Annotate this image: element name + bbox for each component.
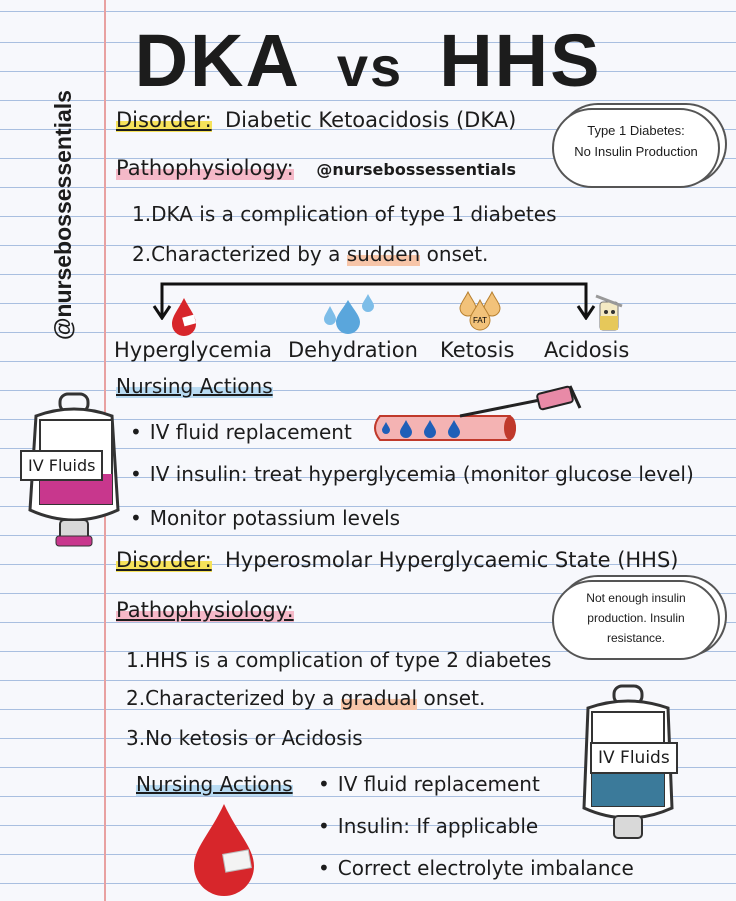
dka-point-1: [132, 202, 557, 226]
flow-acidosis: Acidosis: [544, 338, 630, 362]
dka-nursing-heading: [116, 374, 273, 398]
dka-nursing-label: Nursing Actions: [116, 374, 273, 398]
vessel-needle-icon: [370, 378, 610, 448]
dka-disorder-line: [116, 108, 516, 132]
title-vs: vs: [336, 35, 404, 98]
dka-point-2: [132, 242, 488, 266]
dka-point-2-highlight: sudden: [346, 242, 421, 266]
dka-action-2: • IV insulin: treat hyperglycemia (monitor glucose level): [130, 462, 694, 486]
dka-patho-label: Pathophysiology:: [116, 156, 294, 180]
title-dka: DKA: [134, 19, 301, 102]
hhs-point-3: 3.No ketosis or Acidosis: [126, 726, 363, 750]
fat-drops-icon: [454, 290, 506, 334]
dka-handle: @nursebossessentials: [316, 160, 516, 179]
dka-disorder-value: Diabetic Ketoacidosis (DKA): [225, 108, 517, 132]
hhs-point-2: [126, 686, 485, 710]
hhs-nursing-label: Nursing Actions: [136, 772, 293, 796]
dka-point-1-text: 1.DKA is a complication of type 1 diabetes: [132, 202, 557, 226]
dka-action-1: • IV fluid replacement: [130, 420, 352, 444]
water-drops-icon: [318, 290, 382, 334]
hhs-action-1: • IV fluid replacement: [318, 772, 540, 796]
hhs-cloud-line-1: Not enough insulin: [586, 591, 686, 605]
hhs-disorder-label: Disorder:: [116, 548, 212, 572]
hhs-point-2-highlight: gradual: [340, 686, 418, 710]
iv-fluids-label: IV Fluids: [20, 450, 103, 481]
fat-label: FAT: [472, 316, 488, 325]
title-hhs: HHS: [439, 19, 602, 102]
hhs-patho-line: [116, 598, 294, 622]
hhs-disorder-value: Hyperosmolar Hyperglycaemic State (HHS): [225, 548, 679, 572]
hhs-disorder-line: [116, 548, 679, 572]
hhs-point-2-suffix: onset.: [417, 686, 486, 710]
dka-disorder-label: Disorder:: [116, 108, 212, 132]
hhs-point-2-prefix: 2.Characterized by a: [126, 686, 341, 710]
flow-hyperglycemia: Hyperglycemia: [114, 338, 272, 362]
hhs-cloud-note: [552, 580, 720, 660]
page-title: [0, 18, 736, 103]
iv-fluids-label-blue: IV Fluids: [590, 742, 678, 774]
dka-point-2-suffix: onset.: [420, 242, 489, 266]
hhs-action-2: • Insulin: If applicable: [318, 814, 538, 838]
flow-dehydration: Dehydration: [288, 338, 418, 362]
hhs-cloud-line-2: production. Insulin: [587, 611, 685, 625]
hhs-patho-label: Pathophysiology:: [116, 598, 294, 622]
hhs-point-1: 1.HHS is a complication of type 2 diabetes: [126, 648, 552, 672]
dka-cloud-note: [552, 108, 720, 188]
dka-cloud-line-1: Type 1 Diabetes:: [587, 123, 685, 138]
blood-drop-icon: [168, 296, 200, 336]
flow-ketosis: Ketosis: [440, 338, 515, 362]
hhs-action-3: • Correct electrolyte imbalance: [318, 856, 634, 880]
dka-cloud-line-2: No Insulin Production: [574, 144, 698, 159]
dka-action-3: • Monitor potassium levels: [130, 506, 400, 530]
watermark-handle: @nursebossessentials: [50, 90, 76, 340]
lab-beaker-icon: [592, 292, 626, 334]
hhs-cloud-line-3: resistance.: [606, 631, 666, 645]
hhs-nursing-heading: [136, 772, 293, 796]
dka-point-2-prefix: 2.Characterized by a: [132, 242, 347, 266]
large-blood-drop-icon: [186, 800, 266, 896]
dka-patho-line: [116, 156, 516, 180]
